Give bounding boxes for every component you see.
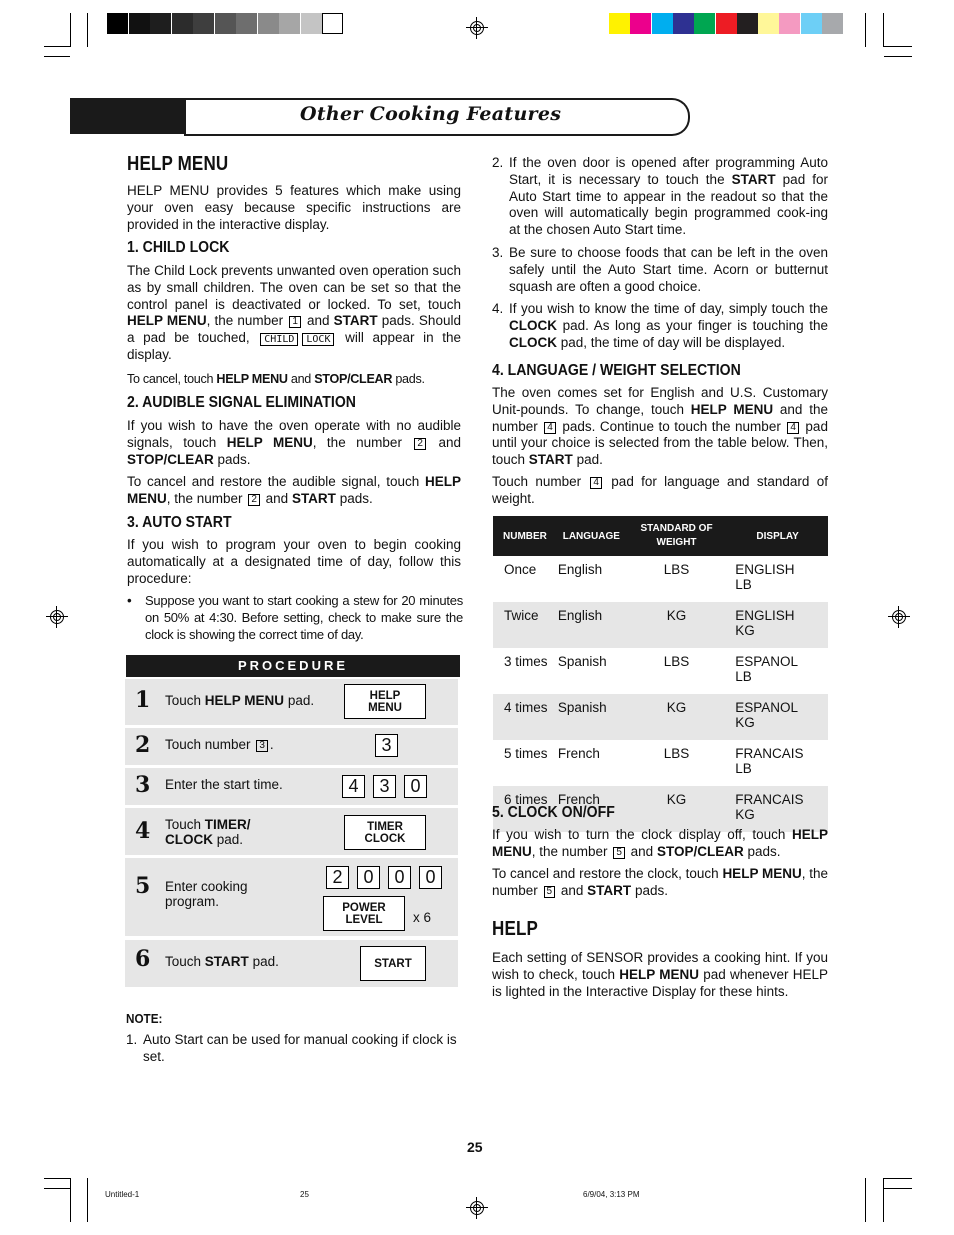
crop-mark (70, 13, 71, 47)
color-swatch (737, 13, 758, 34)
procedure-step (125, 808, 458, 855)
timer-clock-pad[interactable]: TIMER CLOCK (344, 815, 426, 850)
table-header-row (493, 516, 828, 556)
crop-mark (44, 1178, 70, 1179)
step-number: 3 (135, 772, 151, 798)
table-header: NUMBER (493, 516, 557, 556)
table-cell: KG (626, 694, 728, 740)
color-swatch (630, 13, 651, 34)
table-cell: 5 times (504, 746, 548, 761)
table-cell: ENGLISH LB (735, 562, 795, 592)
note-number: 2. (492, 155, 504, 170)
key-5: 5 (613, 847, 625, 859)
language-table (493, 516, 828, 832)
note-2: If the oven door is opened after programming Auto Start, it is necessary to touch the START pad for Auto Start time to appear in the readout so that the oven will automatically begin programmed cook-ing at the chosen Auto Start time. (509, 155, 828, 238)
crop-mark (865, 13, 866, 47)
table-cell: French (557, 746, 600, 761)
color-swatch (779, 13, 800, 34)
color-swatch (716, 13, 737, 34)
procedure-step (125, 679, 458, 725)
table-row (493, 740, 828, 786)
crop-mark (883, 13, 884, 47)
table-cell: Spanish (557, 654, 607, 669)
table-header: STANDARD OF WEIGHT (626, 516, 728, 556)
key-3: 3 (256, 740, 268, 752)
help-menu-heading: HELP MENU (127, 153, 229, 175)
digit-pad[interactable]: 3 (375, 734, 398, 757)
table-cell: French (557, 786, 626, 832)
crop-mark (44, 1188, 70, 1189)
table-cell: LBS (663, 562, 690, 577)
key-2: 2 (248, 494, 260, 506)
table-cell: FRANCAIS LB (735, 746, 804, 776)
child-lock-cancel: To cancel, touch HELP MENU and STOP/CLEAR pads. (127, 372, 425, 386)
table-row (493, 648, 828, 694)
key-2: 2 (414, 438, 426, 450)
registration-mark-icon (466, 1197, 488, 1219)
table-header: LANGUAGE (557, 516, 626, 556)
digit-pad[interactable]: 3 (373, 775, 396, 798)
color-swatch (694, 13, 715, 34)
color-swatch (758, 13, 779, 34)
step-number: 2 (135, 732, 151, 758)
gray-swatch (301, 13, 322, 34)
child-lock-text: The Child Lock prevents unwanted oven operation such as by small children. The oven can be set so that the control panel is deactivated or locked. To set, touch HELP MENU, the number 1 and START pads. Should a pad be touched, CHILD LOCK will appear in the display. (127, 263, 461, 362)
gray-swatch (215, 13, 236, 34)
child-lock-heading: 1. CHILD LOCK (127, 239, 230, 256)
note-1: Auto Start can be used for manual cooking if clock is set. (143, 1032, 457, 1064)
note-number: 3. (492, 245, 504, 260)
clock-text-2: To cancel and restore the clock, touch HELP MENU, the number 5 and START pads. (492, 866, 828, 898)
gray-swatch (107, 13, 128, 34)
color-swatch (801, 13, 822, 34)
crop-mark (87, 13, 88, 47)
gray-swatch (279, 13, 300, 34)
color-swatch (673, 13, 694, 34)
key-4: 4 (544, 422, 556, 434)
table-row (493, 602, 828, 648)
step-number: 4 (135, 818, 151, 844)
step-text: Touch HELP MENU pad. (165, 693, 315, 708)
step-text: Enter cooking program. (165, 879, 248, 909)
start-pad[interactable]: START (360, 946, 426, 981)
note-label: NOTE: (126, 1011, 163, 1026)
table-cell: LBS (663, 654, 690, 669)
page-number: 25 (467, 1139, 483, 1155)
crop-mark (87, 1178, 88, 1222)
procedure-step (125, 940, 458, 987)
help-menu-pad[interactable]: HELP MENU (344, 684, 426, 719)
table-cell: English (557, 602, 626, 648)
language-heading: 4. LANGUAGE / WEIGHT SELECTION (492, 362, 741, 379)
slug-page: 25 (300, 1190, 309, 1199)
audible-text-2: To cancel and restore the audible signal, touch HELP MENU, the number 2 and START pads. (127, 474, 461, 506)
digit-pad[interactable]: 0 (404, 775, 427, 798)
note-number: 4. (492, 301, 504, 316)
key-4: 4 (787, 422, 799, 434)
note-number: 1. (126, 1032, 138, 1047)
digit-pad[interactable]: 2 (326, 866, 349, 889)
gray-swatch (258, 13, 279, 34)
registration-mark-icon (888, 606, 910, 628)
step-text: Enter the start time. (165, 777, 283, 792)
step-text: Touch number 3 . (165, 737, 274, 752)
procedure-heading: PROCEDURE (126, 655, 460, 677)
language-text-2: Touch number 4 pad for language and standard of weight. (492, 474, 828, 506)
bullet-icon: • (127, 593, 132, 608)
audible-heading: 2. AUDIBLE SIGNAL ELIMINATION (127, 394, 356, 411)
table-row (493, 556, 828, 602)
digit-pad[interactable]: 0 (357, 866, 380, 889)
language-text-1: The oven comes set for English and U.S. Customary Unit-pounds. To change, touch HELP MENU and the number 4 pads. Continue to touch the number 4 pad until your choice is selected from the table below. Then, touch START pad. (492, 385, 828, 468)
procedure-step (125, 768, 458, 805)
note-3: Be sure to choose foods that can be left in the oven safely until the Auto Start time. Acorn or butternut squash are often a good choice. (509, 245, 828, 294)
power-level-pad[interactable]: POWER LEVEL (323, 896, 405, 931)
crop-mark (70, 1178, 71, 1222)
help-heading: HELP (492, 918, 539, 940)
crop-mark (884, 46, 912, 47)
auto-start-heading: 3. AUTO START (127, 514, 232, 531)
digit-pad[interactable]: 4 (342, 775, 365, 798)
header-tab (70, 98, 186, 134)
crop-mark (884, 1188, 912, 1189)
auto-start-text: If you wish to program your oven to begin cooking automatically at a designated time of day, follow this procedure: (127, 537, 461, 586)
help-menu-intro: HELP MENU provides 5 features which make using your oven easy because specific instructions are provided in the interactive display. (127, 183, 461, 232)
key-5: 5 (544, 886, 556, 898)
note-4: If you wish to know the time of day, simply touch the CLOCK pad. As long as your finger is touching the CLOCK pad, the time of day will be displayed. (509, 301, 828, 350)
table-cell: English (557, 562, 603, 577)
crop-mark (883, 1178, 884, 1222)
step-number: 5 (135, 873, 151, 899)
display-child: CHILD (260, 333, 298, 346)
gray-swatch (172, 13, 193, 34)
procedure-step (125, 728, 458, 765)
key-1: 1 (289, 316, 301, 328)
procedure-step (125, 858, 458, 936)
step-number: 6 (135, 946, 151, 972)
table-cell: 3 times (504, 654, 548, 669)
key-4: 4 (590, 477, 602, 489)
table-cell: KG (626, 786, 728, 832)
table-cell: FRANCAIS KG (727, 786, 828, 832)
digit-pad[interactable]: 0 (419, 866, 442, 889)
display-lock: LOCK (302, 333, 334, 346)
registration-mark-icon (466, 17, 488, 39)
clock-heading: 5. CLOCK ON/OFF (492, 804, 615, 821)
table-cell: Once (504, 562, 537, 577)
table-cell: Spanish (557, 694, 626, 740)
gray-swatch (236, 13, 257, 34)
table-cell: ESPANOL KG (727, 694, 828, 740)
gray-swatch (193, 13, 214, 34)
step-number: 1 (135, 687, 151, 713)
table-cell: Twice (493, 602, 557, 648)
gray-swatch (150, 13, 171, 34)
slug-file: Untitled-1 (105, 1190, 140, 1199)
gray-swatch (129, 13, 150, 34)
color-swatch (822, 13, 843, 34)
step-text: Touch TIMER/ CLOCK pad. (165, 817, 251, 847)
color-swatch (609, 13, 630, 34)
step-text: Touch START pad. (165, 954, 279, 969)
table-cell: ESPANOL LB (735, 654, 798, 684)
page-title: Other Cooking Features (300, 103, 562, 125)
table-cell: 6 times (493, 786, 557, 832)
table-cell: LBS (663, 746, 690, 761)
times-label: x 6 (413, 910, 432, 925)
table-header: DISPLAY (727, 516, 828, 556)
table-cell: KG (626, 602, 728, 648)
slug-date: 6/9/04, 3:13 PM (583, 1190, 640, 1199)
auto-start-bullet: Suppose you want to start cooking a stew for 20 minutes on 50% at 4:30. Before setting, check to make sure the clock is showing the correct time of day. (145, 593, 463, 642)
crop-mark (884, 1178, 912, 1179)
digit-pad[interactable]: 0 (388, 866, 411, 889)
gray-swatch (322, 13, 343, 34)
crop-mark (865, 1178, 866, 1222)
table-cell: ENGLISH KG (727, 602, 828, 648)
crop-mark (44, 46, 70, 47)
crop-mark (44, 56, 70, 57)
table-row (493, 694, 828, 740)
color-swatch (652, 13, 673, 34)
help-text: Each setting of SENSOR provides a cooking hint. If you wish to check, touch HELP MENU pad whenever HELP is lighted in the Interactive Display for these hints. (492, 950, 828, 999)
table-cell: 4 times (493, 694, 557, 740)
clock-text-1: If you wish to turn the clock display off, touch HELP MENU, the number 5 and STOP/CLEAR pads. (492, 827, 828, 859)
audible-text-1: If you wish to have the oven operate with no audible signals, touch HELP MENU, the number 2 and STOP/CLEAR pads. (127, 418, 461, 467)
registration-mark-icon (46, 606, 68, 628)
crop-mark (884, 56, 912, 57)
